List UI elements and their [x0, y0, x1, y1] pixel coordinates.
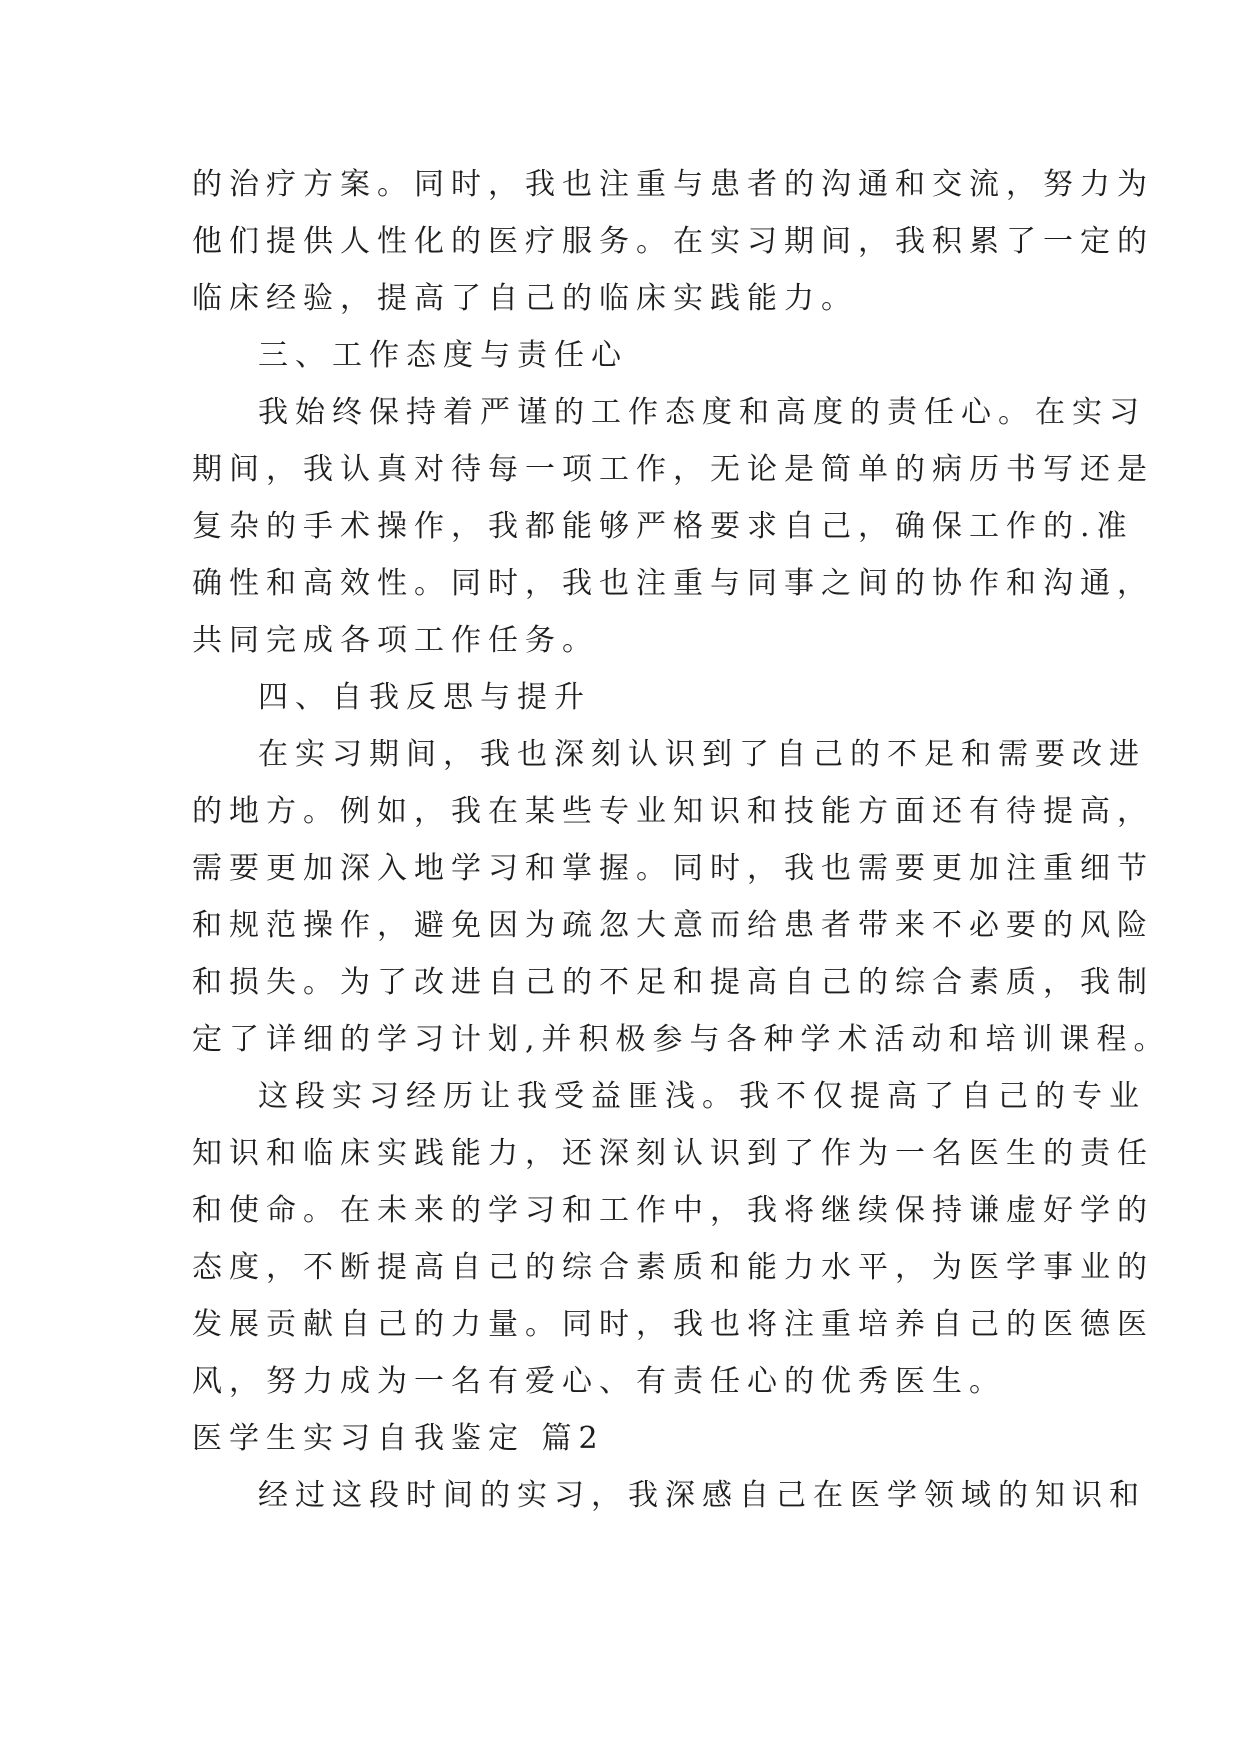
- text-line: 共同完成各项工作任务。: [192, 623, 599, 658]
- text-line: 的地方。例如，我在某些专业知识和技能方面还有待提高，: [192, 794, 1154, 829]
- text-line: 这段实习经历让我受益匪浅。我不仅提高了自己的专业: [258, 1079, 1146, 1114]
- text-line: 和使命。在未来的学习和工作中，我将继续保持谦虚好学的: [192, 1193, 1154, 1228]
- text-line: 我始终保持着严谨的工作态度和高度的责任心。在实习: [258, 395, 1146, 430]
- text-line: 在实习期间，我也深刻认识到了自己的不足和需要改进: [258, 737, 1146, 772]
- section-heading: 四、自我反思与提升: [258, 680, 591, 715]
- text-line: 风，努力成为一名有爱心、有责任心的优秀医生。: [192, 1364, 1006, 1399]
- text-line: 和损失。为了改进自己的不足和提高自己的综合素质，我制: [192, 965, 1154, 1000]
- text-line: 定了详细的学习计划,并积极参与各种学术活动和培训课程。: [192, 1022, 1171, 1057]
- document-body: [192, 156, 1171, 1524]
- article-title: 医学生实习自我鉴定 篇2: [192, 1421, 605, 1456]
- text-line: 临床经验，提高了自己的临床实践能力。: [192, 281, 858, 316]
- text-line: 和规范操作，避免因为疏忽大意而给患者带来不必要的风险: [192, 908, 1154, 943]
- text-line: 发展贡献自己的力量。同时，我也将注重培养自己的医德医: [192, 1307, 1154, 1342]
- section-heading: 三、工作态度与责任心: [258, 338, 628, 373]
- text-line: 复杂的手术操作，我都能够严格要求自己，确保工作的.准: [192, 509, 1134, 544]
- text-line: 需要更加深入地学习和掌握。同时，我也需要更加注重细节: [192, 851, 1154, 886]
- text-line: 的治疗方案。同时，我也注重与患者的沟通和交流，努力为: [192, 167, 1154, 202]
- text-line: 他们提供人性化的医疗服务。在实习期间，我积累了一定的: [192, 224, 1154, 259]
- text-line: 态度，不断提高自己的综合素质和能力水平，为医学事业的: [192, 1250, 1154, 1285]
- text-line: 期间，我认真对待每一项工作，无论是简单的病历书写还是: [192, 452, 1154, 487]
- text-line: 确性和高效性。同时，我也注重与同事之间的协作和沟通，: [192, 566, 1154, 601]
- text-line: 经过这段时间的实习，我深感自己在医学领域的知识和: [258, 1478, 1146, 1513]
- text-line: 知识和临床实践能力，还深刻认识到了作为一名医生的责任: [192, 1136, 1154, 1171]
